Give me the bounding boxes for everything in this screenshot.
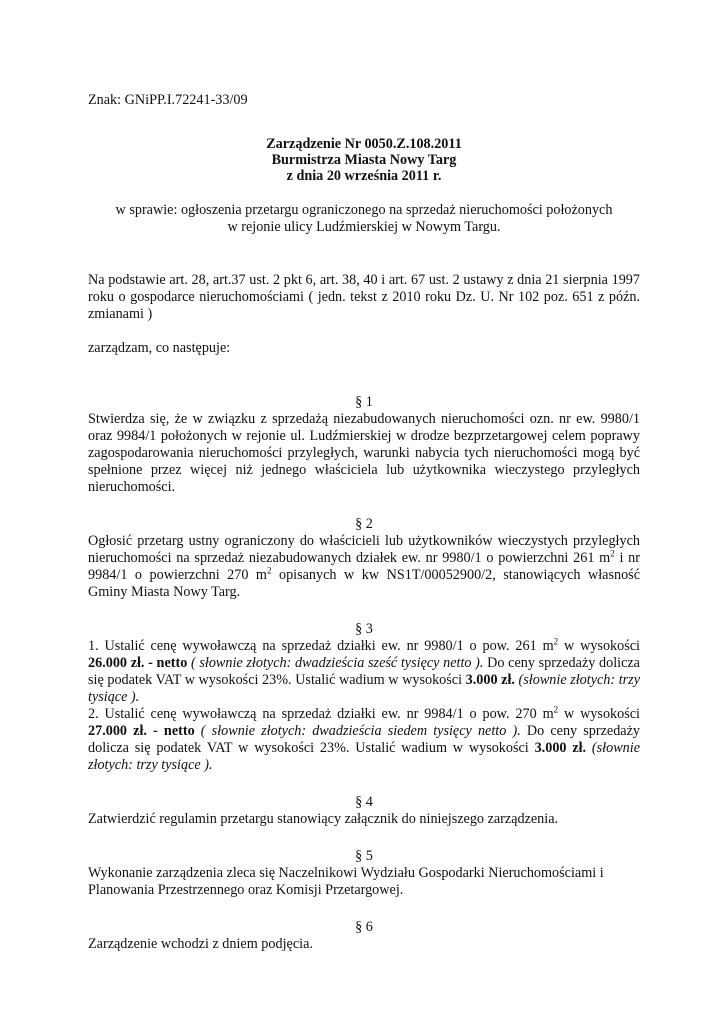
legal-basis: Na podstawie art. 28, art.37 ust. 2 pkt 6, art. 38, 40 i art. 67 ust. 2 ustawy z dnia 21 sierpnia 1997 roku o gospodarce nieruchomościami ( jedn. tekst z 2010 roku Dz. U. Nr 102 poz. 651 z późn. zmianami ): [88, 272, 640, 322]
item-2-deposit-in-words: (słownie złotych: trzy tysiące ).: [88, 740, 640, 773]
section-5-line-1: Wykonanie zarządzenia zleca się Naczelnikowi Wydziału Gospodarki Nieruchomościami i: [88, 865, 604, 881]
section-2-text-part-3: opisanych w kw NS1T/00052900/2, stanowiących własność Gminy Miasta Nowy Targ.: [88, 567, 640, 600]
item-2-price: 27.000 zł. - netto: [88, 723, 195, 739]
document-title: [88, 136, 640, 184]
item-2-text-part-2: w wysokości: [558, 706, 640, 722]
area-unit-superscript-1: 2: [610, 548, 615, 559]
section-1-text: Stwierdza się, że w związku z sprzedażą niezabudowanych nieruchomości ozn. nr ew. 9980/1 oraz 9984/1 położonych w rejonie ul. Ludźmierskiej w drodze bezprzetargowej celem poprawy zagospodarowania nieruchomości przyległych, warunki nabycia tych nieruchomości mogą być spełnione przez więcej niż jednego właściciela lub użytkownika wieczystego przyległych nieruchomości.: [88, 411, 640, 495]
item-2-price-in-words: ( słownie złotych: dwadzieścia siedem tysięcy netto ).: [194, 723, 527, 739]
item-1-deposit: 3.000 zł.: [465, 672, 515, 688]
item-1-area-superscript: 2: [553, 636, 559, 647]
section-2-text-part-2: i nr 9984/1 o powierzchni 270 m: [88, 550, 640, 583]
item-1-price: 26.000 zł. - netto: [88, 655, 188, 671]
section-4-text: Zatwierdzić regulamin przetargu stanowiący załącznik do niniejszego zarządzenia.: [88, 811, 559, 827]
section-2: [88, 516, 640, 601]
section-5-heading: § 5: [355, 848, 373, 864]
document-subject: [88, 202, 640, 236]
title-date: z dnia 20 września 2011 r.: [286, 168, 442, 184]
section-3-item-2: [88, 706, 640, 774]
section-1-heading: § 1: [355, 394, 373, 410]
section-2-heading: § 2: [355, 516, 373, 532]
item-1-price-in-words: ( słownie złotych: dwadzieścia sześć tysięcy netto ).: [187, 655, 488, 671]
document-page: [88, 92, 640, 953]
item-1-deposit-in-words: (słownie złotych: trzy tysiące ).: [88, 672, 640, 705]
section-4: [88, 794, 640, 828]
title-ordinance-number: Zarządzenie Nr 0050.Z.108.2011: [266, 136, 462, 152]
section-5-line-2: Planowania Przestrzennego oraz Komisji Przetargowej.: [88, 882, 404, 898]
subject-line-2: w rejonie ulicy Ludźmierskiej w Nowym Targu.: [227, 219, 501, 235]
section-2-text: [88, 533, 640, 601]
section-2-text-part-1: Ogłosić przetarg ustny ograniczony do właścicieli lub użytkowników wieczystych przyległych nieruchomości na sprzedaż niezabudowanych działek ew. nr 9980/1 o powierzchni 261 m: [88, 533, 640, 566]
section-1: [88, 394, 640, 496]
section-3: [88, 621, 640, 774]
section-3-heading: § 3: [355, 621, 373, 637]
subject-line-1: w sprawie: ogłoszenia przetargu ograniczonego na sprzedaż nieruchomości położonych: [115, 202, 613, 218]
item-2-text-part-1: 2. Ustalić cenę wywoławczą na sprzedaż działki ew. nr 9984/1 o pow. 270 m: [88, 706, 554, 722]
document-reference-sign: Znak: GNiPP.I.72241-33/09: [88, 92, 248, 108]
order-statement: zarządzam, co następuje:: [88, 340, 231, 356]
section-6-text: Zarządzenie wchodzi z dniem podjęcia.: [88, 936, 313, 952]
item-1-text-part-3: Do ceny sprzedaży dolicza się podatek VAT w wysokości 23%. Ustalić wadium w wysokości: [88, 655, 640, 688]
item-2-deposit: 3.000 zł.: [534, 740, 587, 756]
title-issuer: Burmistrza Miasta Nowy Targ: [271, 152, 457, 168]
area-unit-superscript-2: 2: [266, 565, 272, 576]
section-3-item-1: [88, 638, 640, 706]
section-6-heading: § 6: [355, 919, 373, 935]
item-2-text-part-3: Do ceny sprzedaży dolicza się podatek VAT w wysokości 23%. Ustalić wadium w wysokości: [88, 723, 640, 756]
section-6: [88, 919, 640, 953]
item-1-text-part-1: 1. Ustalić cenę wywoławczą na sprzedaż działki ew. nr 9980/1 o pow. 261 m: [88, 638, 554, 654]
item-1-text-part-2: w wysokości: [558, 638, 640, 654]
item-2-area-superscript: 2: [553, 704, 559, 715]
section-5: [88, 848, 640, 899]
section-4-heading: § 4: [355, 794, 373, 810]
